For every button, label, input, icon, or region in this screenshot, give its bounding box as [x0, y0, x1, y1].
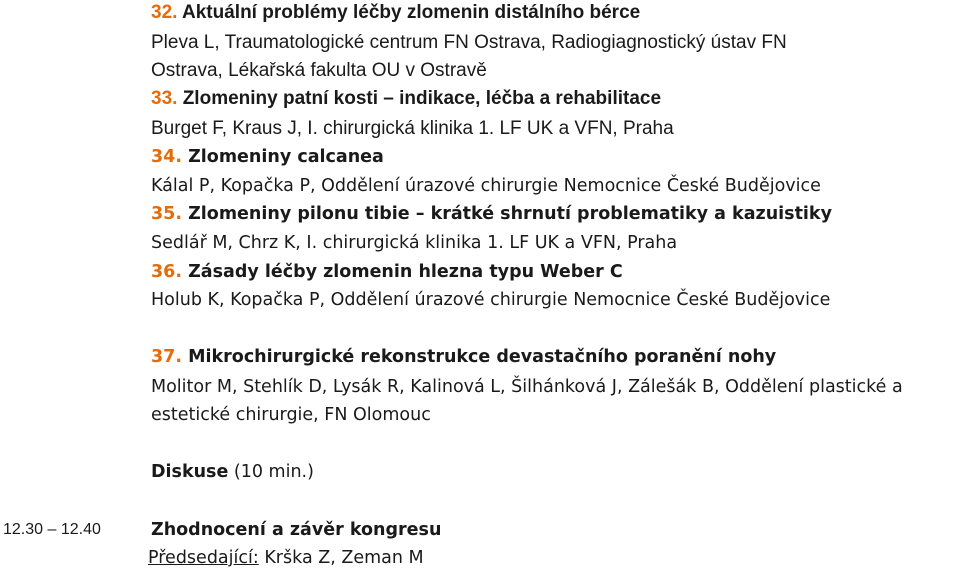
item-32-authors-line2: Ostrava, Lékařská fakulta OU v Ostravě	[151, 60, 487, 81]
chairs-names: Krška Z, Zeman M	[258, 548, 424, 568]
item-32-heading	[151, 1, 640, 25]
item-34-heading	[151, 145, 384, 169]
item-33-authors-line1: Burget F, Kraus J, I. chirurgická klinika 1. LF UK a VFN, Praha	[151, 118, 674, 139]
closing-time: 12.30 – 12.40	[3, 521, 101, 538]
item-number: 36.	[151, 262, 183, 282]
item-title: Aktuální problémy léčby zlomenin distálního bérce	[177, 2, 641, 23]
discussion-label: Diskuse	[151, 462, 229, 482]
item-number: 34.	[151, 147, 183, 167]
closing-title: Zhodnocení a závěr kongresu	[151, 520, 442, 540]
item-title: Mikrochirurgické rekonstrukce devastačního poranění nohy	[182, 347, 777, 367]
item-title: Zlomeniny pilonu tibie – krátké shrnutí problematiky a kazuistiky	[182, 204, 832, 224]
item-title: Zlomeniny calcanea	[182, 147, 384, 167]
discussion	[151, 460, 314, 484]
item-number: 37.	[151, 347, 183, 367]
item-35-heading	[151, 202, 832, 226]
item-37-heading	[151, 345, 776, 369]
item-36-heading	[151, 260, 623, 284]
item-37-authors-line1: Molitor M, Stehlík D, Lysák R, Kalinová L, Šilhánková J, Zálešák B, Oddělení plastické a	[151, 377, 903, 397]
item-title: Zásady léčby zlomenin hlezna typu Weber C	[182, 262, 623, 282]
item-35-authors-line1: Sedlář M, Chrz K, I. chirurgická klinika 1. LF UK a VFN, Praha	[151, 233, 678, 253]
item-number: 32.	[151, 2, 178, 23]
item-34-authors-line1: Kálal P, Kopačka P, Oddělení úrazové chirurgie Nemocnice České Budějovice	[151, 176, 821, 196]
discussion-duration: (10 min.)	[228, 462, 314, 482]
chairs-label: Předsedající:	[148, 548, 259, 568]
item-number: 33.	[151, 88, 178, 109]
item-number: 35.	[151, 204, 183, 224]
item-32-authors-line1: Pleva L, Traumatologické centrum FN Ostrava, Radiogiagnostický ústav FN	[151, 32, 787, 53]
item-title: Zlomeniny patní kosti – indikace, léčba a rehabilitace	[177, 88, 662, 109]
item-36-authors-line1: Holub K, Kopačka P, Oddělení úrazové chirurgie Nemocnice České Budějovice	[151, 290, 831, 310]
item-33-heading	[151, 87, 661, 111]
item-37-authors-line2: estetické chirurgie, FN Olomouc	[151, 405, 431, 425]
closing-chairs	[148, 546, 424, 570]
